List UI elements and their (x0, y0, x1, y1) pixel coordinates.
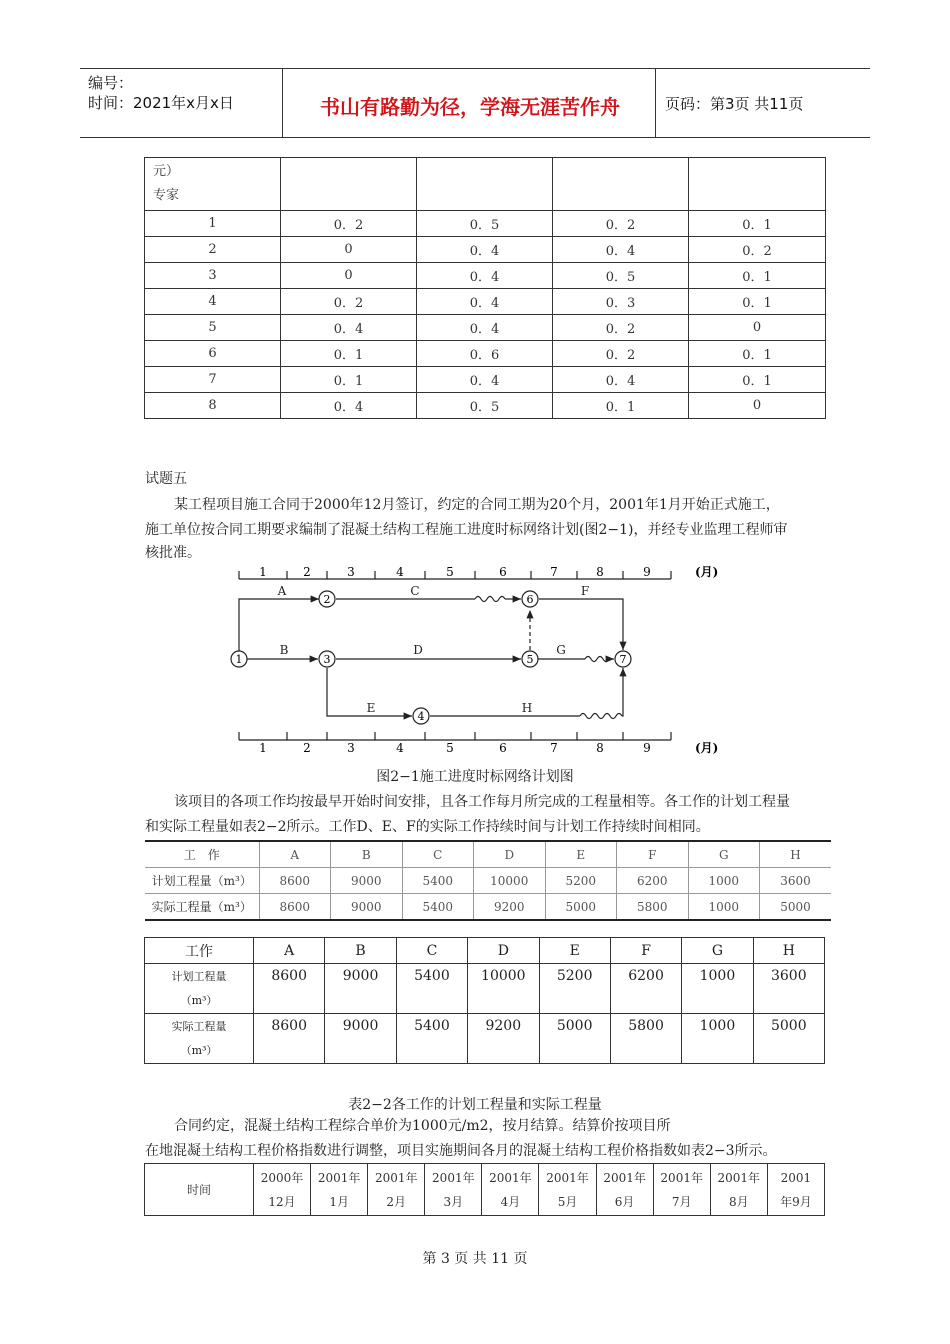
table-header-cell: F (610, 938, 681, 964)
table-cell: 1000 (682, 964, 753, 1014)
quantity-table-large (144, 937, 825, 1064)
table-cell: 0．1 (689, 211, 826, 237)
table-cell: 2001年 4月 (482, 1164, 539, 1216)
paragraph-line: 在地混凝土结构工程价格指数进行调整，项目实施期间各月的混凝土结构工程价格指数如表2−3所示。 (145, 1143, 777, 1159)
table-cell: 4 (145, 289, 281, 315)
expert-head-cell: 元） 专家 (145, 158, 281, 211)
node-label: 1 (235, 653, 243, 666)
table-header-cell: 工 作 (145, 841, 259, 868)
table-header-cell: G (682, 938, 753, 964)
header-page-label: 页码：第3页 共11页 (665, 95, 804, 113)
table-header-cell: F (617, 841, 689, 868)
table-cell: 0．5 (553, 263, 689, 289)
table-header-cell: C (402, 841, 474, 868)
node-label: 7 (619, 653, 627, 666)
row-label: 实际工程量（m³） (145, 894, 259, 921)
table-cell: 2001年 5月 (539, 1164, 596, 1216)
table-cell: 10000 (474, 868, 546, 894)
table-cell: 8600 (259, 868, 331, 894)
price-index-table (144, 1163, 825, 1216)
page-header (80, 68, 870, 138)
table-cell: 1000 (682, 1014, 753, 1064)
paragraph-line: 该项目的各项工作均按最早开始时间安排，且各工作每月所完成的工程量相等。各工作的计划工程量 (174, 794, 790, 810)
table-cell: 8600 (254, 964, 325, 1014)
table-header-cell: D (474, 841, 546, 868)
table-cell: 5000 (760, 894, 832, 921)
month-label: 9 (643, 565, 651, 579)
table-row (145, 315, 826, 341)
table-cell: 0．2 (553, 211, 689, 237)
table-row (145, 367, 826, 393)
paragraph-line: 某工程项目施工合同于2000年12月签订，约定的合同工期为20个月，2001年1月开始正式施工， (174, 497, 780, 513)
table-row (145, 341, 826, 367)
header-motto: 书山有路勤为径，学海无涯苦作舟 (320, 95, 620, 119)
activity-label: B (279, 643, 289, 657)
table-cell: 5400 (402, 894, 474, 921)
table-cell: 5000 (545, 894, 617, 921)
activity-label: H (521, 701, 533, 715)
page-footer: 第 3 页 共 11 页 (422, 1251, 528, 1267)
table-cell: 5800 (610, 1014, 681, 1064)
month-label: 7 (550, 565, 558, 579)
paragraph-line: 合同约定，混凝土结构工程综合单价为1000元/m2，按月结算。结算价按项目所 (174, 1118, 671, 1134)
row-label: 计划工程量 （m³） (145, 964, 254, 1014)
paragraph-line: 和实际工程量如表2−2所示。工作D、E、F的实际工作持续时间与计划工作持续时间相同。 (145, 819, 710, 835)
table-cell: 0．4 (553, 237, 689, 263)
table-cell: 2001 年9月 (767, 1164, 824, 1216)
table-cell: 0．2 (689, 237, 826, 263)
table-header-cell: H (760, 841, 832, 868)
table-cell: 9000 (325, 1014, 396, 1064)
table-row (145, 393, 826, 419)
month-label: 7 (550, 741, 558, 755)
table-row (145, 964, 825, 1014)
table-cell: 9000 (331, 894, 403, 921)
table-cell: 0．2 (281, 211, 417, 237)
doc-date-label: 时间：2021年x月x日 (88, 94, 234, 112)
table-row (145, 938, 825, 964)
activity-g-wave (585, 657, 609, 662)
expert-table (144, 157, 826, 419)
month-label: 9 (643, 741, 651, 755)
table-header-cell: C (396, 938, 467, 964)
table-header-cell: B (325, 938, 396, 964)
table-cell: 5000 (753, 1014, 824, 1064)
table-cell: 0 (689, 393, 826, 419)
table-header-cell: B (331, 841, 403, 868)
table-row (145, 868, 831, 894)
table-caption: 表2−2各工作的计划工程量和实际工程量 (348, 1097, 602, 1113)
table-cell: 2001年 6月 (596, 1164, 653, 1216)
activity-f-arrow (539, 599, 623, 650)
table-cell: 2001年 2月 (368, 1164, 425, 1216)
activity-h-wave (580, 714, 622, 719)
table-cell: 0．2 (281, 289, 417, 315)
table-cell: 0．1 (689, 341, 826, 367)
activity-label: A (277, 584, 287, 598)
table-header-cell: E (545, 841, 617, 868)
node-label: 6 (526, 593, 534, 606)
table-cell: 3600 (760, 868, 832, 894)
table-cell: 0 (281, 263, 417, 289)
table-header-cell: H (753, 938, 824, 964)
table-cell: 2001年 8月 (710, 1164, 767, 1216)
table-header-cell: 工作 (145, 938, 254, 964)
table-cell: 2 (145, 237, 281, 263)
node-label: 4 (417, 710, 425, 723)
table-cell: 6200 (617, 868, 689, 894)
table-cell: 0．2 (553, 315, 689, 341)
month-label: 5 (446, 741, 454, 755)
table-cell: 9000 (325, 964, 396, 1014)
table-cell: 0．4 (417, 289, 553, 315)
table-cell: 8600 (254, 1014, 325, 1064)
network-diagram (225, 560, 735, 760)
table-header-cell: A (254, 938, 325, 964)
table-cell: 1000 (688, 894, 760, 921)
header-meta (88, 73, 234, 113)
month-label: 5 (446, 565, 454, 579)
table-cell: 0．4 (417, 315, 553, 341)
table-cell: 8 (145, 393, 281, 419)
activity-c-wave (475, 597, 505, 602)
table-cell: 8600 (259, 894, 331, 921)
table-cell: 5400 (396, 1014, 467, 1064)
table-cell: 0．1 (553, 393, 689, 419)
month-label: 8 (596, 741, 604, 755)
month-label: 6 (499, 741, 507, 755)
row-label: 时间 (145, 1164, 254, 1216)
table-row (145, 158, 826, 211)
table-cell: 6200 (610, 964, 681, 1014)
quantity-table-small (145, 840, 831, 921)
table-cell: 5200 (539, 964, 610, 1014)
doc-number-label: 编号： (88, 74, 134, 92)
table-cell: 5400 (396, 964, 467, 1014)
month-label: 1 (259, 565, 267, 579)
month-label: 6 (499, 565, 507, 579)
activity-label: F (580, 584, 590, 598)
table-cell: 2000年 12月 (254, 1164, 311, 1216)
figure-caption: 图2−1施工进度时标网络计划图 (376, 769, 574, 785)
month-unit-label: (月) (695, 565, 719, 579)
table-cell: 0．4 (417, 237, 553, 263)
table-cell: 9200 (474, 894, 546, 921)
node-label: 3 (323, 653, 331, 666)
table-cell: 0．5 (417, 393, 553, 419)
table-cell: 0．1 (689, 367, 826, 393)
table-cell: 2001年 7月 (653, 1164, 710, 1216)
table-cell: 0．4 (417, 263, 553, 289)
table-cell: 0．1 (281, 367, 417, 393)
table-cell: 0．4 (553, 367, 689, 393)
table-cell: 1000 (688, 868, 760, 894)
month-label: 2 (303, 741, 311, 755)
time-scale-top (239, 565, 718, 579)
month-label: 4 (396, 565, 404, 579)
month-unit-label: (月) (695, 741, 719, 755)
table-cell: 10000 (468, 964, 539, 1014)
table-cell: 0．3 (553, 289, 689, 315)
table-cell: 0．4 (281, 315, 417, 341)
table-header-cell: A (259, 841, 331, 868)
table-row (145, 1014, 825, 1064)
activity-label: D (413, 643, 423, 657)
month-label: 1 (259, 741, 267, 755)
table-cell: 0．1 (689, 289, 826, 315)
table-row (145, 237, 826, 263)
table-cell: 9000 (331, 868, 403, 894)
header-divider (282, 69, 283, 137)
table-cell: 3600 (753, 964, 824, 1014)
table-row (145, 289, 826, 315)
month-label: 2 (303, 565, 311, 579)
table-cell: 6 (145, 341, 281, 367)
table-cell: 1 (145, 211, 281, 237)
table-cell: 5800 (617, 894, 689, 921)
month-label: 3 (347, 741, 355, 755)
month-label: 4 (396, 741, 404, 755)
table-header-cell: E (539, 938, 610, 964)
table-cell: 0．1 (689, 263, 826, 289)
month-label: 3 (347, 565, 355, 579)
table-cell: 0．2 (553, 341, 689, 367)
header-divider (655, 69, 656, 137)
table-row (145, 841, 831, 868)
activity-label: G (556, 643, 566, 657)
table-cell: 0．5 (417, 211, 553, 237)
time-scale-bottom (239, 732, 718, 755)
table-header-cell: G (688, 841, 760, 868)
table-row (145, 263, 826, 289)
table-cell: 0 (281, 237, 417, 263)
table-cell: 5 (145, 315, 281, 341)
table-cell: 5000 (539, 1014, 610, 1064)
table-cell: 7 (145, 367, 281, 393)
table-cell: 5400 (402, 868, 474, 894)
month-label: 8 (596, 565, 604, 579)
node-label: 2 (323, 593, 331, 606)
table-cell: 2001年 3月 (425, 1164, 482, 1216)
table-row (145, 211, 826, 237)
activity-label: E (366, 701, 376, 715)
table-cell: 0．4 (281, 393, 417, 419)
table-cell: 0．1 (281, 341, 417, 367)
row-label: 实际工程量 （m³） (145, 1014, 254, 1064)
table-cell: 3 (145, 263, 281, 289)
node-label: 5 (526, 653, 534, 666)
paragraph-line: 核批准。 (145, 545, 201, 561)
table-cell: 9200 (468, 1014, 539, 1064)
table-row (145, 1164, 825, 1216)
table-header-cell: D (468, 938, 539, 964)
activity-label: C (410, 584, 420, 598)
section-title: 试题五 (145, 471, 187, 487)
table-cell: 2001年 1月 (311, 1164, 368, 1216)
table-row (145, 894, 831, 921)
table-cell: 5200 (545, 868, 617, 894)
paragraph-line: 施工单位按合同工期要求编制了混凝土结构工程施工进度时标网络计划(图2−1)，并经专业监理工程师审 (145, 522, 788, 538)
table-cell: 0．6 (417, 341, 553, 367)
row-label: 计划工程量（m³） (145, 868, 259, 894)
table-cell: 0 (689, 315, 826, 341)
table-cell: 0．4 (417, 367, 553, 393)
